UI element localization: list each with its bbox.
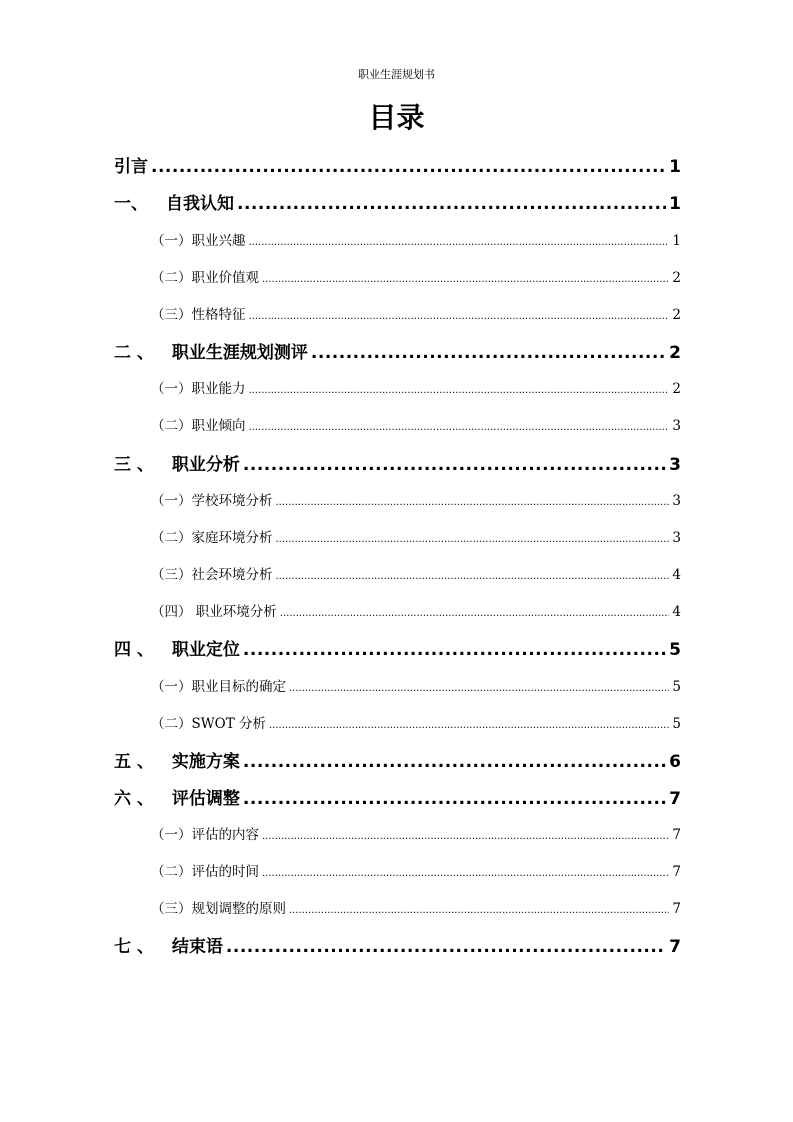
toc-leader-dots	[276, 497, 670, 508]
toc-entry-chapter[interactable]	[114, 189, 681, 214]
toc-entry-label: （一）职业兴趣	[151, 233, 246, 249]
toc-entry-number: 四 、	[114, 640, 154, 660]
toc-entry-section[interactable]	[151, 600, 681, 620]
toc-entry-label: （一）职业能力	[151, 381, 246, 397]
toc-entry-section[interactable]	[151, 266, 681, 286]
toc-page-number: 1	[672, 233, 681, 249]
toc-entry-label: （一）学校环境分析	[151, 493, 273, 509]
toc-leader-dots	[151, 157, 666, 177]
toc-page-number: 6	[669, 752, 681, 772]
toc-entry-label: （二）评估的时间	[151, 864, 259, 880]
toc-leader-dots	[269, 720, 669, 731]
toc-leader-dots	[226, 937, 666, 957]
toc-entry-label: 实施方案	[171, 752, 240, 772]
toc-leader-dots	[237, 194, 666, 214]
page-title: 目录	[368, 101, 425, 134]
running-header: 职业生涯规划书	[358, 68, 435, 81]
toc-entry-section[interactable]	[151, 377, 681, 397]
toc-entry-label: （四） 职业环境分析	[151, 604, 277, 620]
toc-leader-dots	[249, 422, 670, 433]
toc-page-number: 4	[672, 604, 681, 620]
toc-page-number: 7	[672, 901, 681, 917]
toc-entry-label: 结束语	[171, 937, 223, 957]
toc-entry-label: 职业生涯规划测评	[171, 343, 308, 363]
toc-entry-chapter[interactable]	[114, 932, 681, 957]
toc-leader-dots	[249, 385, 670, 396]
toc-leader-dots	[280, 608, 670, 619]
toc-page-number: 5	[672, 716, 681, 732]
toc-leader-dots	[289, 683, 669, 694]
toc-page-number: 2	[669, 343, 681, 363]
toc-page-number: 7	[669, 789, 681, 809]
toc-entry-number: 五 、	[114, 752, 154, 772]
toc-entry-chapter[interactable]	[114, 784, 681, 809]
toc-entry-number: 六 、	[114, 789, 154, 809]
toc-entry-section[interactable]	[151, 823, 681, 843]
toc-entry-label: （三）性格特征	[151, 307, 246, 323]
toc-entry-number: 七 、	[114, 937, 154, 957]
toc-entry-label: （三）社会环境分析	[151, 567, 273, 583]
toc-entry-chapter[interactable]	[114, 635, 681, 660]
toc-page-number: 2	[672, 270, 681, 286]
toc-leader-dots	[311, 343, 666, 363]
toc-entry-section[interactable]	[151, 897, 681, 917]
toc-entry-label: 职业分析	[171, 455, 240, 475]
toc-leader-dots	[243, 789, 666, 809]
toc-entry-label: 自我认知	[166, 194, 234, 214]
toc-entry-section[interactable]	[151, 489, 681, 509]
toc-page-number: 5	[669, 640, 681, 660]
toc-page-number: 2	[672, 307, 681, 323]
toc-leader-dots	[243, 752, 666, 772]
toc-page-number: 1	[669, 157, 681, 177]
toc-entry-label: （二）职业价值观	[151, 270, 259, 286]
toc-entry-number: 三 、	[114, 455, 154, 475]
toc-page-number: 3	[672, 418, 681, 434]
toc-entry-chapter[interactable]	[114, 450, 681, 475]
toc-leader-dots	[249, 237, 670, 248]
toc-page-number: 5	[672, 679, 681, 695]
toc-entry-section[interactable]	[151, 675, 681, 695]
toc-entry-number: 一、	[114, 194, 148, 214]
toc-entry-label: （一）职业目标的确定	[151, 679, 286, 695]
toc-entry-label: 职业定位	[171, 640, 240, 660]
toc-entry-section[interactable]	[151, 229, 681, 249]
toc-entry-label: （二）职业倾向	[151, 418, 246, 434]
toc-entry-label: （二）SWOT 分析	[151, 716, 266, 732]
toc-entry-number: 二 、	[114, 343, 154, 363]
toc-entry-chapter[interactable]	[114, 152, 681, 177]
toc-page-number: 7	[669, 937, 681, 957]
toc-entry-chapter[interactable]	[114, 338, 681, 363]
toc-entry-section[interactable]	[151, 563, 681, 583]
toc-leader-dots	[262, 868, 669, 879]
toc-page-number: 7	[672, 827, 681, 843]
toc-leader-dots	[276, 534, 670, 545]
toc-leader-dots	[249, 311, 670, 322]
toc-page-number: 3	[672, 493, 681, 509]
toc-page-number: 4	[672, 567, 681, 583]
toc-page-number: 3	[672, 530, 681, 546]
toc-page-number: 1	[669, 194, 681, 214]
toc-entry-section[interactable]	[151, 414, 681, 434]
toc-entry-chapter[interactable]	[114, 747, 681, 772]
toc-page-number: 7	[672, 864, 681, 880]
toc-leader-dots	[243, 455, 666, 475]
toc-entry-section[interactable]	[151, 860, 681, 880]
toc-page-number: 3	[669, 455, 681, 475]
toc-leader-dots	[289, 905, 669, 916]
toc-entry-label: （二）家庭环境分析	[151, 530, 273, 546]
toc-page-number: 2	[672, 381, 681, 397]
toc-entry-section[interactable]	[151, 712, 681, 732]
toc-leader-dots	[243, 640, 666, 660]
toc-entry-section[interactable]	[151, 303, 681, 323]
toc-entry-label: 评估调整	[171, 789, 240, 809]
toc-leader-dots	[262, 831, 669, 842]
toc-entry-label: 引言	[114, 157, 148, 177]
toc-entry-label: （三）规划调整的原则	[151, 901, 286, 917]
toc-entry-section[interactable]	[151, 526, 681, 546]
toc-entry-label: （一）评估的内容	[151, 827, 259, 843]
toc-leader-dots	[276, 571, 670, 582]
toc-leader-dots	[262, 274, 669, 285]
